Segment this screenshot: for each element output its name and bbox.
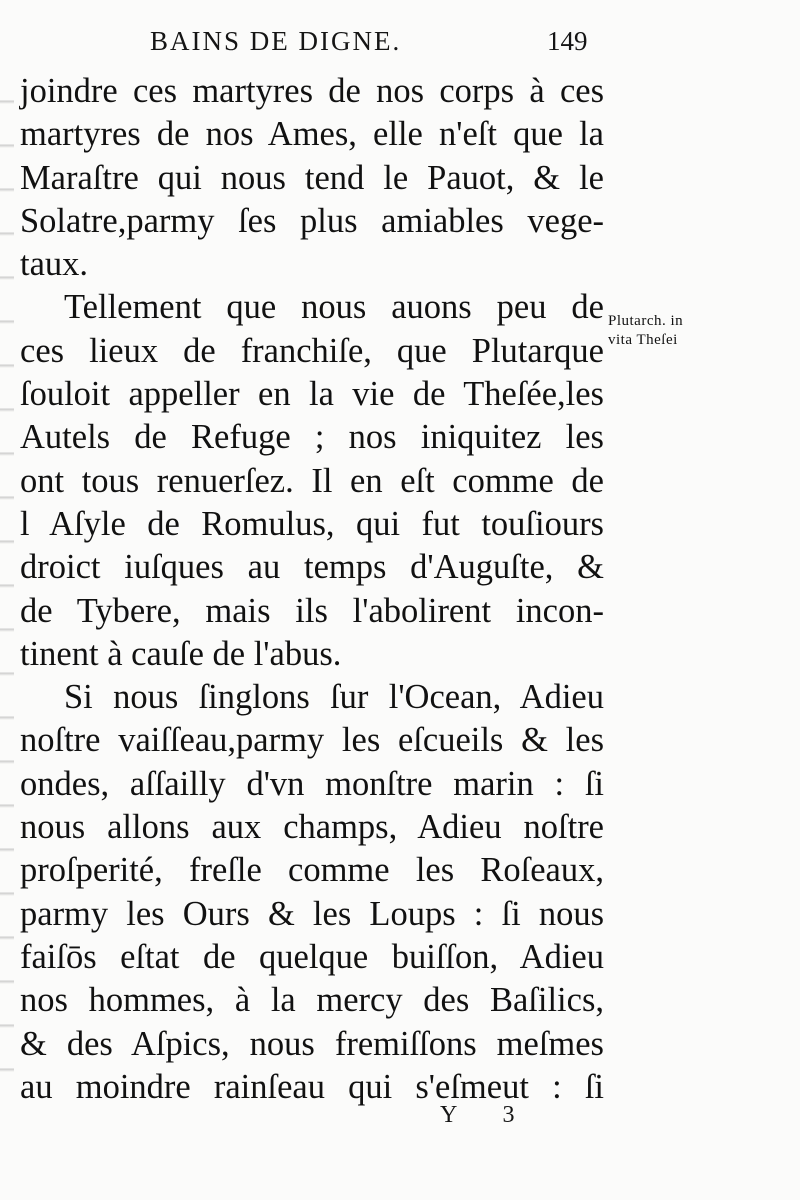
- page-number: 149: [547, 26, 588, 56]
- paragraph-start-line: Si nous ſinglons ſur l'Ocean, Adieu: [64, 678, 604, 717]
- page-header: [0, 22, 800, 62]
- body-text: [20, 70, 604, 1109]
- text-line: ondes, aſſailly d'vn monſtre marin : ſi: [20, 764, 604, 803]
- text-line: ces lieux de franchiſe, que Plutarque: [20, 331, 604, 370]
- signature-mark: Y 3: [440, 1102, 535, 1128]
- text-line: joindre ces martyres de nos corps à ces: [20, 72, 604, 110]
- text-line: Autels de Refuge ; nos iniquitez les: [20, 418, 604, 457]
- text-line: & des Aſpics, nous fremiſſons meſmes: [20, 1024, 604, 1063]
- text-line: parmy les Ours & les Loups : ſi nous: [20, 894, 604, 933]
- text-line: droict iuſques au temps d'Auguſte, &: [20, 548, 604, 587]
- text-line: tinent à cauſe de l'abus.: [20, 634, 342, 673]
- text-line: ſouloit appeller en la vie de Theſée,les: [20, 375, 604, 414]
- text-line: nous allons aux champs, Adieu noſtre: [20, 808, 604, 847]
- running-title: BAINS DE DIGNE.: [150, 26, 402, 56]
- text-line: taux.: [20, 245, 89, 284]
- text-line: proſperité, freſle comme les Roſeaux,: [20, 851, 604, 890]
- page-edge-shadow: [0, 60, 14, 1100]
- text-line: Solatre,parmy ſes plus amiables vege-: [20, 201, 604, 240]
- text-line: l Aſyle de Romulus, qui fut touſiours: [20, 504, 604, 543]
- text-line: au moindre rainſeau qui s'eſmeut : ſi: [20, 1067, 604, 1106]
- text-line: martyres de nos Ames, elle n'eſt que la: [20, 115, 604, 154]
- text-line: Maraſtre qui nous tend le Pauot, & le: [20, 158, 604, 197]
- text-line: noſtre vaiſſeau,parmy les eſcueils & les: [20, 721, 604, 760]
- text-line: nos hommes, à la mercy des Baſilics,: [20, 981, 604, 1020]
- text-line: faiſōs eſtat de quelque buiſſon, Adieu: [20, 937, 604, 976]
- text-line: de Tybere, mais ils l'abolirent incon-: [20, 591, 604, 630]
- margin-note-line: Plutarch. in: [608, 313, 684, 329]
- margin-note-line: vita Theſei: [608, 332, 678, 348]
- paragraph-start-line: Tellement que nous auons peu de: [64, 288, 604, 327]
- margin-note: [608, 312, 788, 350]
- text-line: ont tous renuerſez. Il en eſt comme de: [20, 461, 604, 500]
